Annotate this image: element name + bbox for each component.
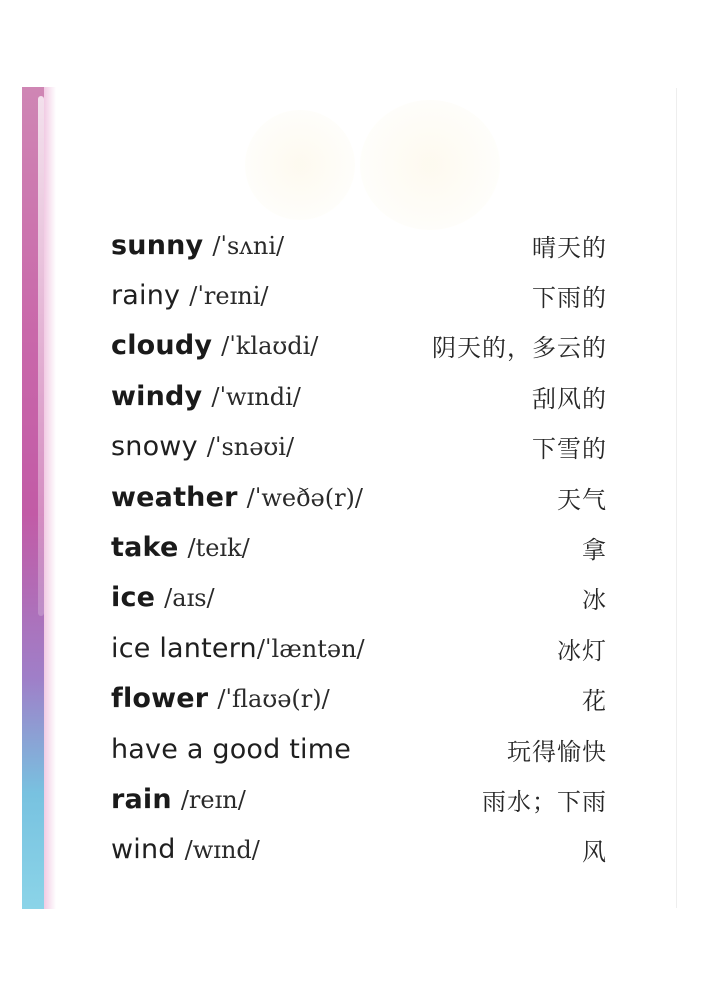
vocab-row-flower	[111, 674, 607, 724]
faded-watermark-left	[245, 110, 355, 220]
word-group	[111, 734, 351, 765]
vocab-phonetic: /ˈreɪni/	[189, 282, 269, 311]
vocab-phonetic: /ˈklaʊdi/	[221, 332, 319, 361]
vocab-meaning: 刮风的	[532, 384, 607, 413]
vocab-word: flower	[111, 683, 209, 715]
word-group	[111, 280, 269, 311]
vocab-meaning: 下雨的	[532, 284, 607, 313]
decorative-streak	[38, 96, 44, 616]
vocab-row-wind	[111, 825, 607, 875]
vocab-meaning: 天气	[557, 485, 607, 514]
vocab-word: have a good time	[111, 733, 352, 765]
vocab-meaning: 雨水；下雨	[482, 787, 607, 816]
word-group	[111, 532, 250, 563]
word-group	[111, 582, 215, 613]
vocab-meaning: 冰	[582, 586, 607, 615]
vocab-row-rain	[111, 774, 607, 824]
vocab-meaning: 风	[582, 838, 607, 867]
vocab-meaning: 晴天的	[532, 233, 607, 262]
vocab-word: cloudy	[111, 330, 213, 362]
vocab-row-weather	[111, 472, 607, 522]
vocab-phonetic: /wɪnd/	[184, 836, 260, 865]
vocab-meaning: 玩得愉快	[507, 737, 607, 766]
word-group	[111, 784, 246, 815]
vocab-row-rainy	[111, 270, 607, 320]
vocab-word: sunny	[111, 229, 204, 261]
vocab-phonetic: /ˈflaʊə(r)/	[217, 685, 330, 714]
vocab-phonetic: /ˈlæntən/	[256, 634, 365, 663]
vocab-word: ice	[111, 582, 156, 614]
word-group	[111, 230, 284, 261]
word-group	[111, 330, 318, 361]
vocab-phonetic: /ˈwɪndi/	[211, 382, 301, 411]
vocab-phonetic: /ˈsnəʊi/	[206, 433, 295, 462]
vocab-meaning: 下雪的	[532, 435, 607, 464]
vocab-word: rainy	[111, 280, 181, 312]
vocab-phonetic: /reɪn/	[180, 785, 246, 814]
vocab-phonetic: /ˈsʌni/	[212, 231, 285, 260]
vocab-row-ice	[111, 573, 607, 623]
vocab-word: take	[111, 532, 179, 564]
word-group	[111, 381, 301, 412]
vocab-word: rain	[111, 783, 172, 815]
vocab-meaning: 阴天的，多云的	[432, 334, 607, 363]
vocab-row-ice-lantern	[111, 623, 607, 673]
vocab-word: wind	[111, 834, 176, 866]
vocab-word: snowy	[111, 431, 198, 463]
word-group	[111, 834, 260, 865]
vocab-row-cloudy	[111, 321, 607, 371]
word-group	[111, 482, 363, 513]
vocab-phonetic: /aɪs/	[164, 584, 215, 613]
word-group	[111, 633, 365, 664]
vocab-row-sunny	[111, 220, 607, 270]
vocab-phonetic: /teɪk/	[187, 534, 250, 563]
vocab-word: weather	[111, 481, 238, 513]
vocab-word: windy	[111, 380, 203, 412]
page-edge-line	[676, 88, 677, 908]
vocab-meaning: 冰灯	[557, 636, 607, 665]
vocab-meaning: 拿	[582, 536, 607, 565]
vocab-meaning: 花	[582, 687, 607, 716]
vocab-row-have-a-good-time	[111, 724, 607, 774]
vocab-row-take	[111, 522, 607, 572]
word-group	[111, 431, 294, 462]
faded-watermark-right	[360, 100, 500, 230]
vocab-row-snowy	[111, 422, 607, 472]
word-group	[111, 683, 330, 714]
vocabulary-list	[111, 220, 607, 875]
vocab-row-windy	[111, 371, 607, 421]
vocab-word: ice lantern	[111, 632, 257, 664]
vocab-phonetic: /ˈweðə(r)/	[246, 483, 364, 512]
